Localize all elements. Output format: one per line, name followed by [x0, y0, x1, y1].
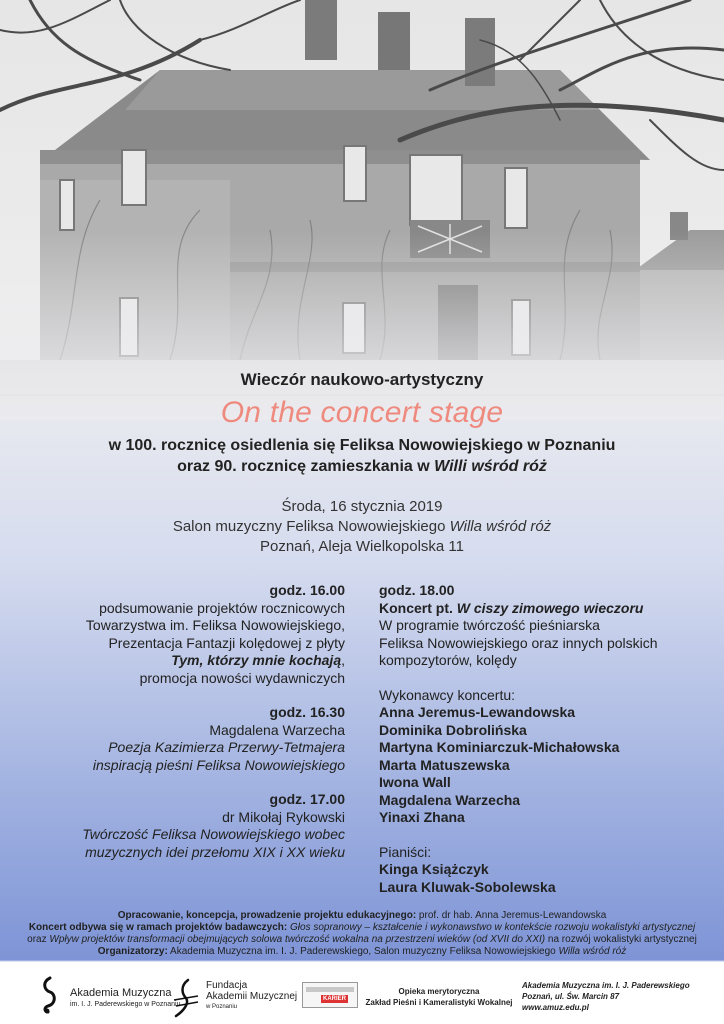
credits-text: prof. dr hab. Anna Jeremus-Lewandowska: [416, 910, 607, 921]
pianist: Kinga Książczyk: [379, 861, 489, 877]
performer: Magdalena Warzecha: [379, 791, 521, 808]
villa-illustration: [0, 0, 724, 420]
session-2-topic: Poezja Kazimierza Przerwy-Tetmajera: [108, 739, 345, 755]
performer: Marta Matuszewska: [379, 756, 510, 773]
credits-line: [0, 922, 724, 934]
fund-logo-text: [206, 980, 297, 1013]
session-1-line: Prezentacja Fantazji kolędowej z płyty: [108, 634, 345, 651]
credits-text: Akademia Muzyczna im. I. J. Paderewskiego, Salon muzyczny Feliksa Nowowiejskiego: [167, 946, 559, 957]
credits-line: [0, 910, 724, 922]
performers-label: Wykonawcy koncertu:: [379, 686, 516, 703]
credits-text: Wpływ projektów transformacji obejmujących solowa twórczość wokalna na przestrzeni wieków (od XVII do XXI): [49, 934, 546, 945]
session-3-time: godz. 17.00: [269, 791, 345, 807]
logos-strip: [0, 962, 724, 1024]
event-title: On the concert stage: [220, 396, 504, 429]
amuz-name: Akademia Muzyczna: [70, 987, 172, 999]
credits-text: na rozwój wokalistyki artystycznej: [545, 934, 697, 945]
concert-desc: Feliksa Nowowiejskiego oraz innych polskich: [379, 634, 658, 651]
performer: Yinaxi Zhana: [379, 809, 465, 825]
session-2-topic: inspiracją pieśni Feliksa Nowowiejskiego: [92, 756, 345, 773]
credits-line: [0, 934, 724, 946]
badge-stripe: [306, 987, 354, 992]
event-subtitle: Wieczór naukowo-artystyczny: [240, 370, 484, 389]
session-1-line: [45, 652, 345, 670]
event-venue: [0, 517, 724, 537]
performer: Martyna Kominiarczuk-Michałowska: [379, 739, 620, 755]
session-3-topic: muzycznych idei przełomu XIX i XX wieku: [85, 843, 345, 860]
session-1-line: promocja nowości wydawniczych: [139, 669, 345, 686]
session-3-topic: Twórczość Feliksa Nowowiejskiego wobec: [82, 826, 345, 842]
care-line: Opieka merytoryczna: [398, 987, 480, 996]
fund-line: Fundacja: [206, 980, 248, 991]
session-2-speaker: Magdalena Warzecha: [209, 721, 345, 738]
session-2-time: godz. 16.30: [269, 704, 345, 720]
concert-desc: kompozytorów, kolędy: [379, 652, 517, 668]
performer: Anna Jeremus-Lewandowska: [379, 704, 576, 720]
pianist: Laura Kluwak-Sobolewska: [379, 878, 556, 895]
care-text: [364, 986, 514, 1008]
event-address: Poznań, Aleja Wielkopolska 11: [259, 538, 464, 555]
program-right-column: [379, 582, 699, 896]
credits-text: Willa wśród róż: [558, 946, 627, 957]
pianists-label: Pianiści:: [379, 843, 432, 860]
program-left-column: [45, 582, 345, 861]
career-badge: [302, 982, 358, 1008]
footer-credits: [0, 910, 724, 958]
fund-line: w Poznaniu: [206, 1004, 238, 1010]
performer: Iwona Wall: [379, 774, 451, 790]
concert-title: [379, 600, 699, 618]
credits-text: Głos sopranowy – kształcenie i wykonawstwo w kontekście rozwoju wokalistyki artystycznej: [287, 922, 696, 933]
address-text: [522, 980, 690, 1013]
concert-time: godz. 18.00: [379, 582, 455, 598]
venue-villa-name: Willa wśród róż: [449, 518, 552, 535]
care-line: Zakład Pieśni i Kameralistyki Wokalnej: [365, 998, 513, 1007]
occasion-line-1: w 100. rocznicę osiedlenia się Feliksa Nowowiejskiego w Poznaniu: [108, 437, 616, 454]
event-date: Środa, 16 stycznia 2019: [281, 498, 443, 515]
amuz-clef-icon: [38, 976, 62, 1014]
credits-text: oraz: [27, 934, 50, 945]
credits-label: Koncert odbywa się w ramach projektów badawczych:: [28, 922, 288, 933]
punctuation: ,: [341, 652, 345, 668]
amuz-logo-text: [70, 988, 181, 1010]
venue-text: Salon muzyczny Feliksa Nowowiejskiego: [172, 518, 450, 535]
amuz-sub: im. I. J. Paderewskiego w Poznaniu: [70, 1001, 181, 1008]
website: www.amuz.edu.pl: [522, 1003, 589, 1012]
occasion-villa-name: Willi wśród róż: [434, 458, 547, 475]
fund-line: Akademii Muzycznej: [206, 991, 298, 1002]
event-occasion: [0, 435, 724, 477]
performer: Dominika Dobrolińska: [379, 721, 527, 738]
session-1-line: Towarzystwa im. Feliksa Nowowiejskiego,: [85, 617, 345, 633]
credits-label: Organizatorzy:: [97, 946, 168, 957]
concert-prefix: Koncert pt.: [379, 599, 457, 616]
badge-label: KARIER: [323, 996, 347, 1002]
fund-clef-icon: [172, 978, 200, 1018]
address-line: Akademia Muzyczna im. I. J. Paderewskiego: [522, 981, 690, 990]
album-title: Tym, którzy mnie kochają: [171, 652, 342, 668]
session-1-time: godz. 16.00: [269, 582, 345, 598]
address-line: Poznań, ul. Św. Marcin 87: [522, 992, 620, 1001]
credits-line: [0, 946, 724, 958]
session-1-line: podsumowanie projektów rocznicowych: [99, 599, 345, 616]
occasion-line-2: [0, 456, 724, 477]
event-details: [0, 497, 724, 557]
session-3-speaker: dr Mikołaj Rykowski: [222, 808, 345, 825]
concert-desc: W programie twórczość pieśniarska: [379, 617, 600, 633]
credits-label: Opracowanie, koncepcja, prowadzenie projektu edukacyjnego:: [117, 910, 417, 921]
concert-name: W ciszy zimowego wieczoru: [456, 599, 644, 616]
occasion-line-2-text: oraz 90. rocznicę zamieszkania w: [177, 458, 435, 475]
